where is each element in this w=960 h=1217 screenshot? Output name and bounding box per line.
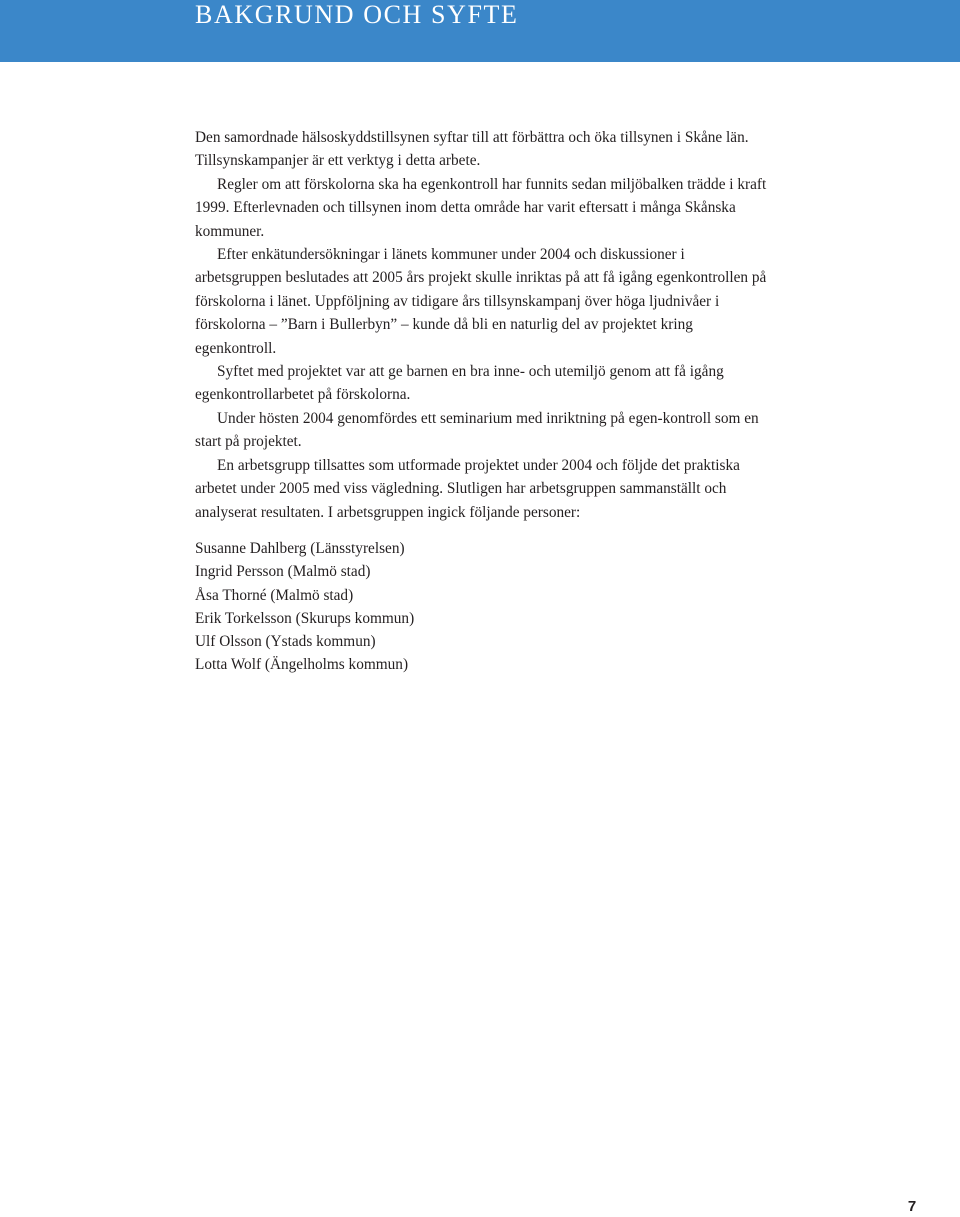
working-group-paragraph: En arbetsgrupp tillsattes som utformade projektet under 2004 och följde det praktiska arbetet under 2005 med viss vägledning. Slutligen har arbetsgruppen sammanställt och analyserat resultaten. I arbetsgruppen ingick följande personer:: [195, 456, 740, 521]
member-item: Lotta Wolf (Ängelholms kommun): [195, 656, 409, 674]
member-item: Susanne Dahlberg (Länsstyrelsen): [195, 540, 405, 557]
seminar-paragraph: Under hösten 2004 genomfördes ett seminarium med inriktning på egen-kontroll som en start på projektet.: [195, 409, 759, 451]
member-item: Ingrid Persson (Malmö stad): [195, 563, 371, 581]
working-group-members: [195, 537, 695, 677]
main-text: [195, 126, 770, 524]
member-item: Åsa Thorné (Malmö stad): [195, 586, 354, 604]
member-item: Erik Torkelsson (Skurups kommun): [195, 609, 415, 627]
regulations-paragraph: Regler om att förskolorna ska ha egenkontroll har funnits sedan miljöbalken trädde i kraft 1999. Efterlevnaden och tillsynen inom detta område har varit eftersatt i många Skånska kommuner.: [195, 175, 767, 240]
purpose-paragraph: Syftet med projektet var att ge barnen en bra inne- och utemiljö genom att få igång egenkontrollarbetet på förskolorna.: [195, 363, 724, 404]
member-item: Ulf Olsson (Ystads kommun): [195, 633, 376, 651]
header-band: [0, 0, 960, 62]
intro-paragraph: Den samordnade hälsoskyddstillsynen syftar till att förbättra och öka tillsynen i Skåne län. Tillsynskampanjer är ett verktyg i detta arbete.: [195, 129, 749, 170]
page-title: BAKGRUND OCH SYFTE: [195, 0, 519, 29]
survey-paragraph: Efter enkätundersökningar i länets kommuner under 2004 och diskussioner i arbetsgruppen beslutades att 2005 års projekt skulle inriktas på att få igång egenkontrollen på förskolorna i länet. Uppföljning av tidigare års tillsynskampanj över höga ljudnivåer i förskolorna – ”Barn i Bullerbyn” – kunde då bli en naturlig del av projektet kring egenkontroll.: [195, 246, 767, 357]
page-number: 7: [907, 1198, 917, 1215]
